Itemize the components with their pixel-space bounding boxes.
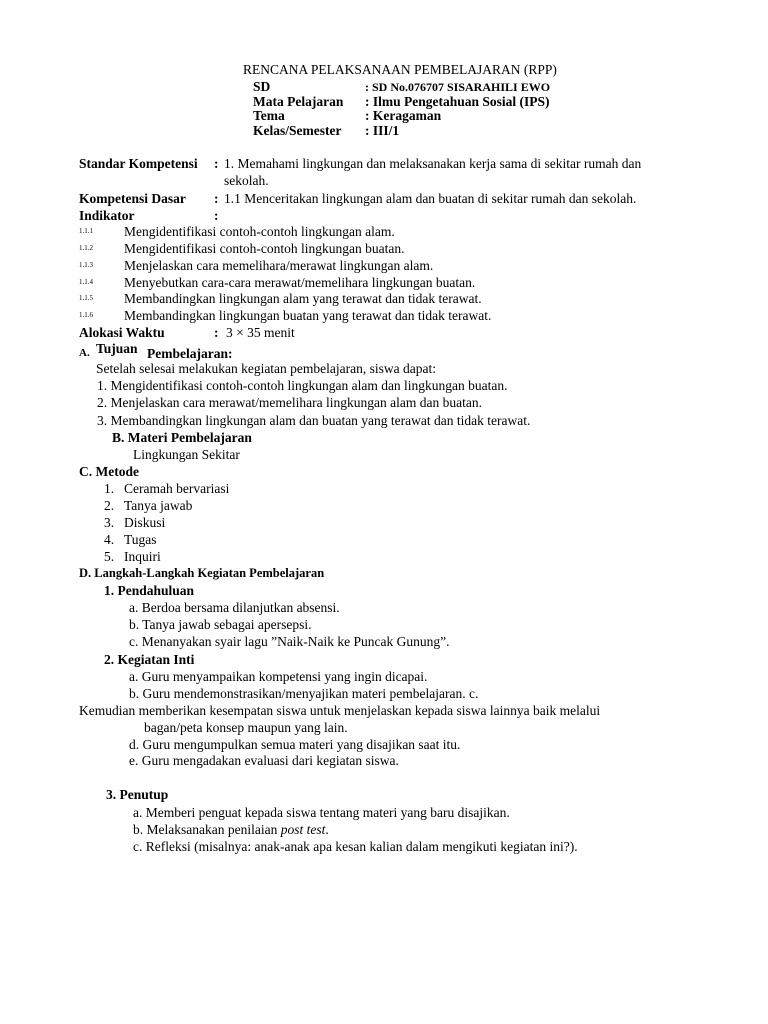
kegiatan-inti-heading: 2. Kegiatan Inti xyxy=(104,652,195,667)
tujuan-item: 2. Menjelaskan cara merawat/memelihara lingkungan alam dan buatan. xyxy=(97,395,482,410)
indikator-num: 1.1.2 xyxy=(79,244,93,252)
kegiatan-inti-item: b. Guru mendemonstrasikan/menyajikan materi pembelajaran. c. xyxy=(129,686,479,701)
penutup-item: a. Memberi penguat kepada siswa tentang materi yang baru disajikan. xyxy=(133,805,510,820)
standar-kompetensi-colon: : xyxy=(214,156,219,171)
pendahuluan-heading: 1. Pendahuluan xyxy=(104,583,195,598)
metode-num: 2. xyxy=(104,498,115,513)
penutup-item-period: . xyxy=(325,822,329,837)
metode-item: Ceramah bervariasi xyxy=(124,481,230,496)
indikator-colon: : xyxy=(214,208,219,223)
penutup-item-text: b. Melaksanakan penilaian xyxy=(133,822,281,837)
header-value-kelas: : III/1 xyxy=(365,123,400,138)
post-test-emphasis: post test xyxy=(280,822,326,837)
metode-item: Inquiri xyxy=(124,549,161,564)
tujuan-item: 3. Membandingkan lingkungan alam dan buatan yang terawat dan tidak terawat. xyxy=(97,413,531,428)
tujuan-letter: A. xyxy=(79,347,90,359)
standar-kompetensi-text: 1. Memahami lingkungan dan melaksanakan kerja sama di sekitar rumah dan xyxy=(224,156,642,171)
metode-num: 1. xyxy=(104,481,115,496)
header-value-sd: : SD No.076707 SISARAHILI EWO xyxy=(365,80,551,94)
kegiatan-inti-item: e. Guru mengadakan evaluasi dari kegiatan siswa. xyxy=(129,753,399,768)
standar-kompetensi-label: Standar Kompetensi xyxy=(79,156,198,171)
indikator-num: 1.1.4 xyxy=(79,278,93,286)
metode-heading: C. Metode xyxy=(79,464,139,479)
langkah-heading: D. Langkah-Langkah Kegiatan Pembelajaran xyxy=(79,566,325,580)
materi-heading: B. Materi Pembelajaran xyxy=(112,430,252,445)
pendahuluan-item: b. Tanya jawab sebagai apersepsi. xyxy=(129,617,312,632)
indikator-label: Indikator xyxy=(79,208,135,223)
indikator-item: Mengidentifikasi contoh-contoh lingkungan alam. xyxy=(124,224,395,239)
penutup-item: c. Refleksi (misalnya: anak-anak apa kesan kalian dalam mengikuti kegiatan ini?). xyxy=(133,839,578,854)
metode-num: 5. xyxy=(104,549,115,564)
indikator-item: Menyebutkan cara-cara merawat/memelihara lingkungan buatan. xyxy=(124,275,476,290)
indikator-num: 1.1.3 xyxy=(79,261,93,269)
alokasi-waktu-colon: : xyxy=(214,325,219,340)
header-label-tema: Tema xyxy=(253,108,285,123)
indikator-item: Membandingkan lingkungan buatan yang terawat dan tidak terawat. xyxy=(124,308,492,323)
penutup-item xyxy=(133,821,329,838)
alokasi-waktu-value: 3 × 35 menit xyxy=(226,325,295,340)
materi-text: Lingkungan Sekitar xyxy=(133,447,240,462)
indikator-item: Mengidentifikasi contoh-contoh lingkungan buatan. xyxy=(124,241,405,256)
penutup-heading: 3. Penutup xyxy=(106,787,169,802)
alokasi-waktu-label: Alokasi Waktu xyxy=(79,325,165,340)
pendahuluan-item: c. Menanyakan syair lagu ”Naik-Naik ke Puncak Gunung”. xyxy=(129,634,450,649)
kompetensi-dasar-colon: : xyxy=(214,191,219,206)
indikator-num: 1.1.6 xyxy=(79,311,93,319)
standar-kompetensi-text-cont: sekolah. xyxy=(224,173,269,188)
metode-item: Diskusi xyxy=(124,515,166,530)
tujuan-heading-word2: Pembelajaran: xyxy=(147,346,233,361)
indikator-item: Membandingkan lingkungan alam yang terawat dan tidak terawat. xyxy=(124,291,482,306)
metode-item: Tanya jawab xyxy=(124,498,193,513)
header-label-kelas: Kelas/Semester xyxy=(253,123,342,138)
metode-num: 4. xyxy=(104,532,115,547)
document-title: RENCANA PELAKSANAAN PEMBELAJARAN (RPP) xyxy=(243,62,557,77)
kegiatan-inti-item: d. Guru mengumpulkan semua materi yang disajikan saat itu. xyxy=(129,737,461,752)
metode-num: 3. xyxy=(104,515,115,530)
kompetensi-dasar-label: Kompetensi Dasar xyxy=(79,191,186,206)
kegiatan-inti-item: a. Guru menyampaikan kompetensi yang ingin dicapai. xyxy=(129,669,428,684)
tujuan-heading-word1: Tujuan xyxy=(96,341,138,356)
header-label-mapel: Mata Pelajaran xyxy=(253,94,344,109)
header-value-tema: : Keragaman xyxy=(365,108,442,123)
header-value-mapel: : Ilmu Pengetahuan Sosial (IPS) xyxy=(365,94,550,109)
header-label-sd: SD xyxy=(253,79,271,94)
indikator-item: Menjelaskan cara memelihara/merawat lingkungan alam. xyxy=(124,258,434,273)
kompetensi-dasar-text: 1.1 Menceritakan lingkungan alam dan buatan di sekitar rumah dan sekolah. xyxy=(224,191,637,206)
tujuan-intro: Setelah selesai melakukan kegiatan pembelajaran, siswa dapat: xyxy=(96,361,436,376)
metode-item: Tugas xyxy=(124,532,157,547)
tujuan-item: 1. Mengidentifikasi contoh-contoh lingkungan alam dan lingkungan buatan. xyxy=(97,378,508,393)
indikator-num: 1.1.5 xyxy=(79,294,93,302)
kegiatan-inti-continuation: bagan/peta konsep maupun yang lain. xyxy=(144,720,348,735)
kegiatan-inti-continuation: Kemudian memberikan kesempatan siswa untuk menjelaskan kepada siswa lainnya baik melalui xyxy=(79,703,601,718)
indikator-num: 1.1.1 xyxy=(79,227,93,235)
pendahuluan-item: a. Berdoa bersama dilanjutkan absensi. xyxy=(129,600,340,615)
